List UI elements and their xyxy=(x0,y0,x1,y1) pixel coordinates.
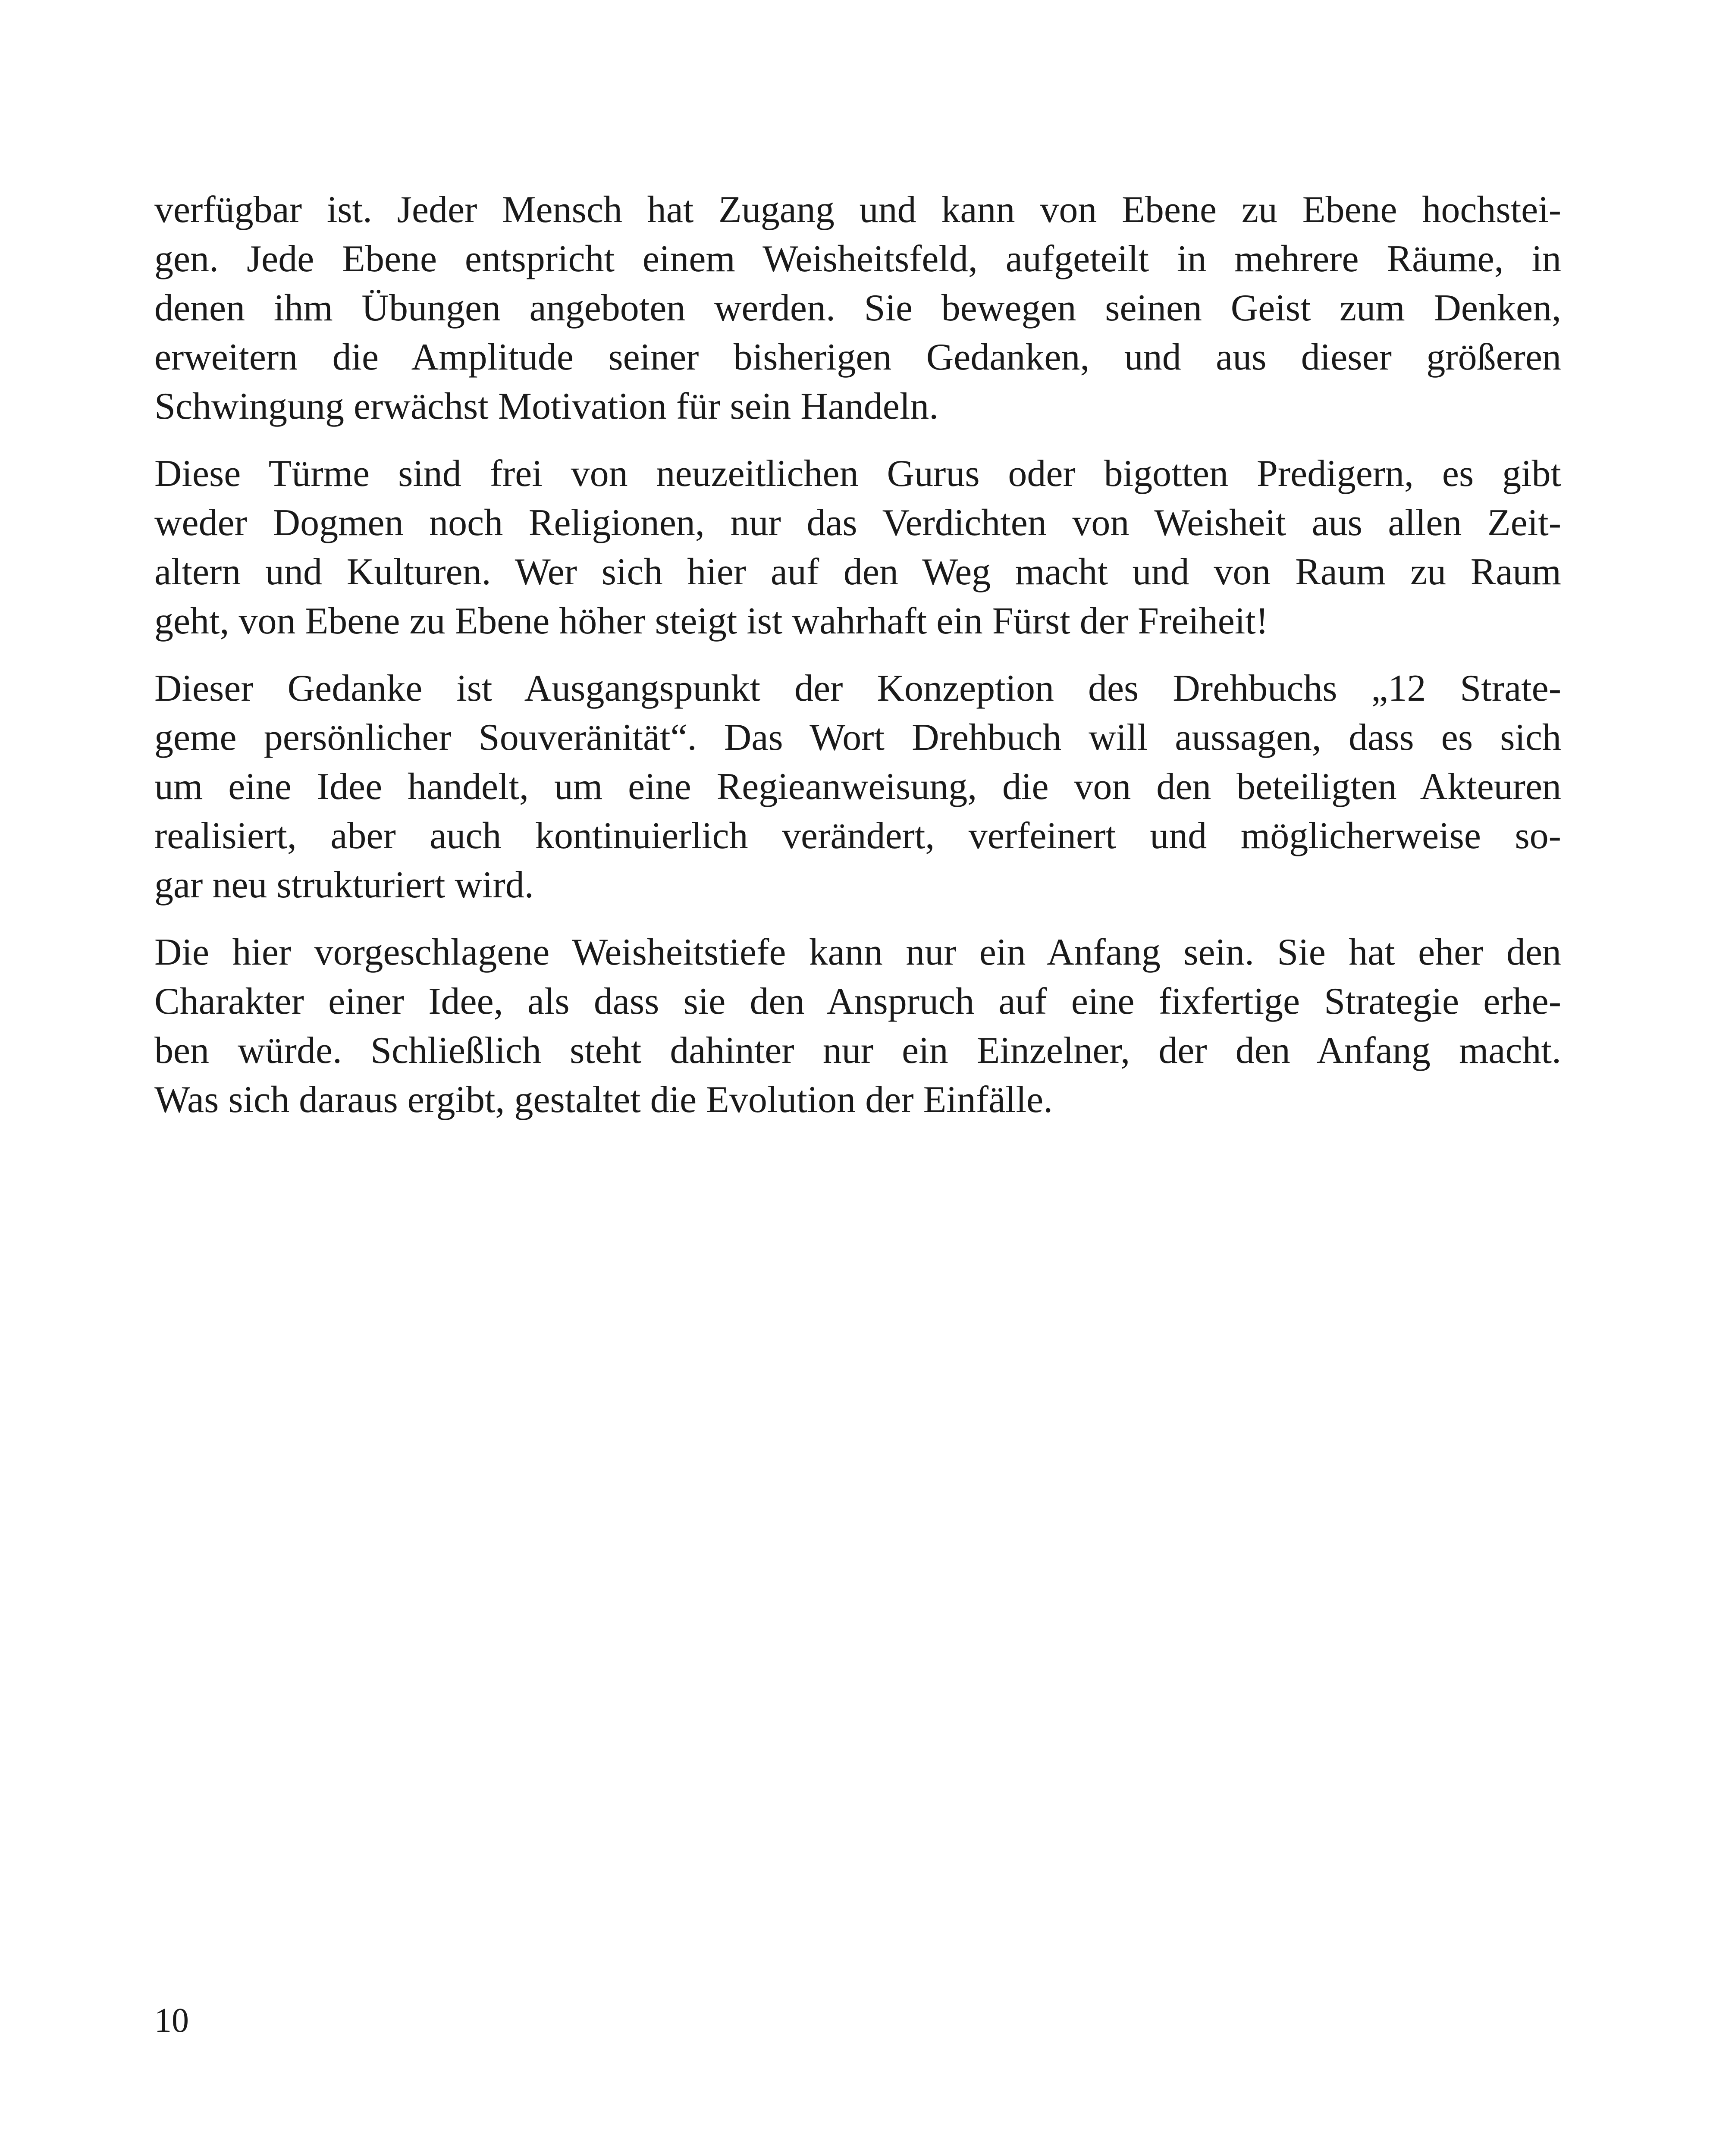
paragraph-4 xyxy=(154,928,1561,1125)
text-line: verfügbar ist. Jeder Mensch hat Zugang und kann von Ebene zu Ebene hochstei- xyxy=(154,189,1561,231)
text-line: realisiert, aber auch kontinuierlich verändert, verfeinert und möglicherweise so- xyxy=(154,815,1561,857)
text-line: gar neu strukturiert wird. xyxy=(154,864,534,906)
text-line: Charakter einer Idee, als dass sie den Anspruch auf eine fixfertige Strategie erhe- xyxy=(154,981,1561,1022)
text-line: Die hier vorgeschlagene Weisheitstiefe kann nur ein Anfang sein. Sie hat eher den xyxy=(154,931,1561,973)
text-line: denen ihm Übungen angeboten werden. Sie bewegen seinen Geist zum Denken, xyxy=(154,287,1561,329)
text-line: Was sich daraus ergibt, gestaltet die Evolution der Einfälle. xyxy=(154,1079,1053,1121)
page-number: 10 xyxy=(154,2002,189,2040)
paragraph-2 xyxy=(154,449,1561,646)
paragraph-1 xyxy=(154,185,1561,431)
text-line: weder Dogmen noch Religionen, nur das Verdichten von Weisheit aus allen Zeit- xyxy=(154,502,1561,544)
text-line: ben würde. Schließlich steht dahinter nur ein Einzelner, der den Anfang macht. xyxy=(154,1030,1561,1072)
text-line: um eine Idee handelt, um eine Regieanweisung, die von den beteiligten Akteuren xyxy=(154,766,1561,808)
body-text xyxy=(154,185,1561,1143)
text-line: Dieser Gedanke ist Ausgangspunkt der Konzeption des Drehbuchs „12 Strate- xyxy=(154,667,1561,709)
text-line: altern und Kulturen. Wer sich hier auf den Weg macht und von Raum zu Raum xyxy=(154,551,1561,593)
paragraph-3 xyxy=(154,664,1561,910)
text-line: Schwingung erwächst Motivation für sein Handeln. xyxy=(154,385,939,427)
text-line: erweitern die Amplitude seiner bisherigen Gedanken, und aus dieser größeren xyxy=(154,336,1561,378)
text-line: gen. Jede Ebene entspricht einem Weisheitsfeld, aufgeteilt in mehrere Räume, in xyxy=(154,238,1561,280)
text-line: geht, von Ebene zu Ebene höher steigt ist wahrhaft ein Fürst der Freiheit! xyxy=(154,600,1269,642)
text-line: Diese Türme sind frei von neuzeitlichen Gurus oder bigotten Predigern, es gibt xyxy=(154,453,1561,495)
text-line: geme persönlicher Souveränität“. Das Wort Drehbuch will aussagen, dass es sich xyxy=(154,717,1561,758)
